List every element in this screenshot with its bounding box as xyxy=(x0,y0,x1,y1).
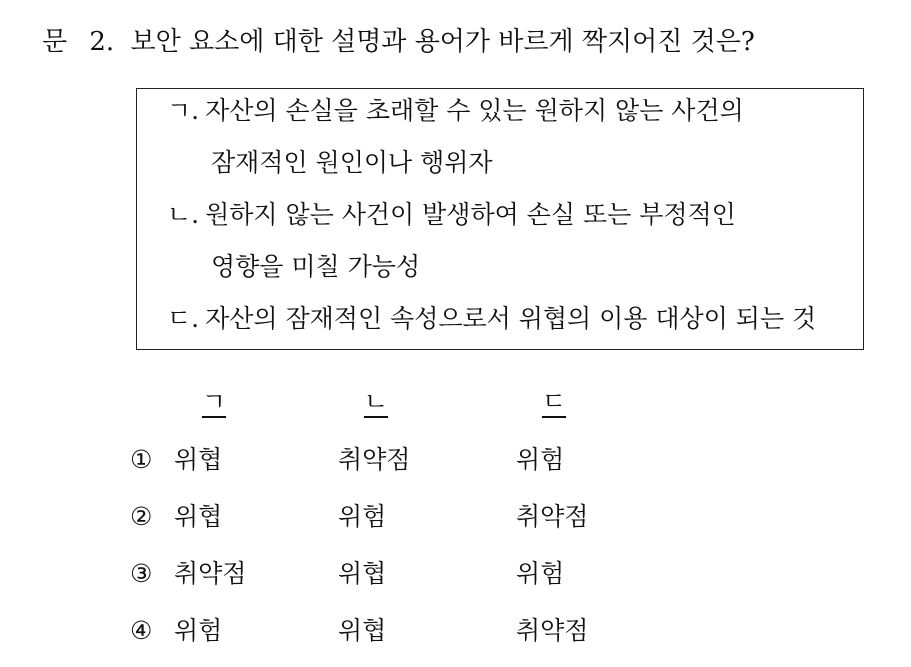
definition-label-a: ㄱ. xyxy=(167,96,200,125)
column-header-c xyxy=(534,386,574,418)
option-2-term-b: 위험 xyxy=(338,502,387,531)
option-2-term-c: 취약점 xyxy=(516,502,589,531)
definition-label-c: ㄷ. xyxy=(167,304,200,333)
option-4-term-b: 위협 xyxy=(338,616,387,645)
definition-text-c-line1: 자산의 잠재적인 속성으로서 위협의 이용 대상이 되는 것 xyxy=(205,304,817,333)
column-header-b-label: ㄴ xyxy=(363,387,389,416)
question-stem xyxy=(42,24,755,60)
option-marker-4: ④ xyxy=(130,616,153,645)
option-4-term-a: 위험 xyxy=(174,616,223,645)
definition-text-b-line1: 원하지 않는 사건이 발생하여 손실 또는 부정적인 xyxy=(205,200,736,229)
option-1-term-c: 위험 xyxy=(516,445,565,474)
definition-item-c xyxy=(167,301,816,337)
question-text: 보안 요소에 대한 설명과 용어가 바르게 짝지어진 것은? xyxy=(130,27,755,57)
definition-item-a xyxy=(167,93,744,129)
option-marker-3: ③ xyxy=(130,559,153,588)
option-3-term-b: 위협 xyxy=(338,559,387,588)
definition-box xyxy=(136,88,864,350)
option-4-term-c: 취약점 xyxy=(516,616,589,645)
definition-text-a-line1: 자산의 손실을 초래할 수 있는 원하지 않는 사건의 xyxy=(205,96,744,125)
question-prefix: 문 xyxy=(42,27,68,57)
definition-text-a-line2: 잠재적인 원인이나 행위자 xyxy=(211,148,493,177)
option-marker-1: ① xyxy=(130,445,153,474)
option-1-term-a: 위협 xyxy=(174,445,223,474)
column-header-a-label: ㄱ xyxy=(201,387,227,416)
option-marker-2: ② xyxy=(130,502,153,531)
column-header-c-label: ㄷ xyxy=(541,387,567,416)
option-1-term-b: 취약점 xyxy=(338,445,411,474)
option-3-term-a: 취약점 xyxy=(174,559,247,588)
option-2-term-a: 위협 xyxy=(174,502,223,531)
definition-label-b: ㄴ. xyxy=(167,200,200,229)
definition-item-b xyxy=(167,197,736,233)
column-header-b xyxy=(356,386,396,418)
definition-text-b-line2: 영향을 미칠 가능성 xyxy=(211,252,421,281)
column-header-a xyxy=(194,386,234,418)
question-number: 2. xyxy=(89,27,115,57)
option-3-term-c: 위험 xyxy=(516,559,565,588)
